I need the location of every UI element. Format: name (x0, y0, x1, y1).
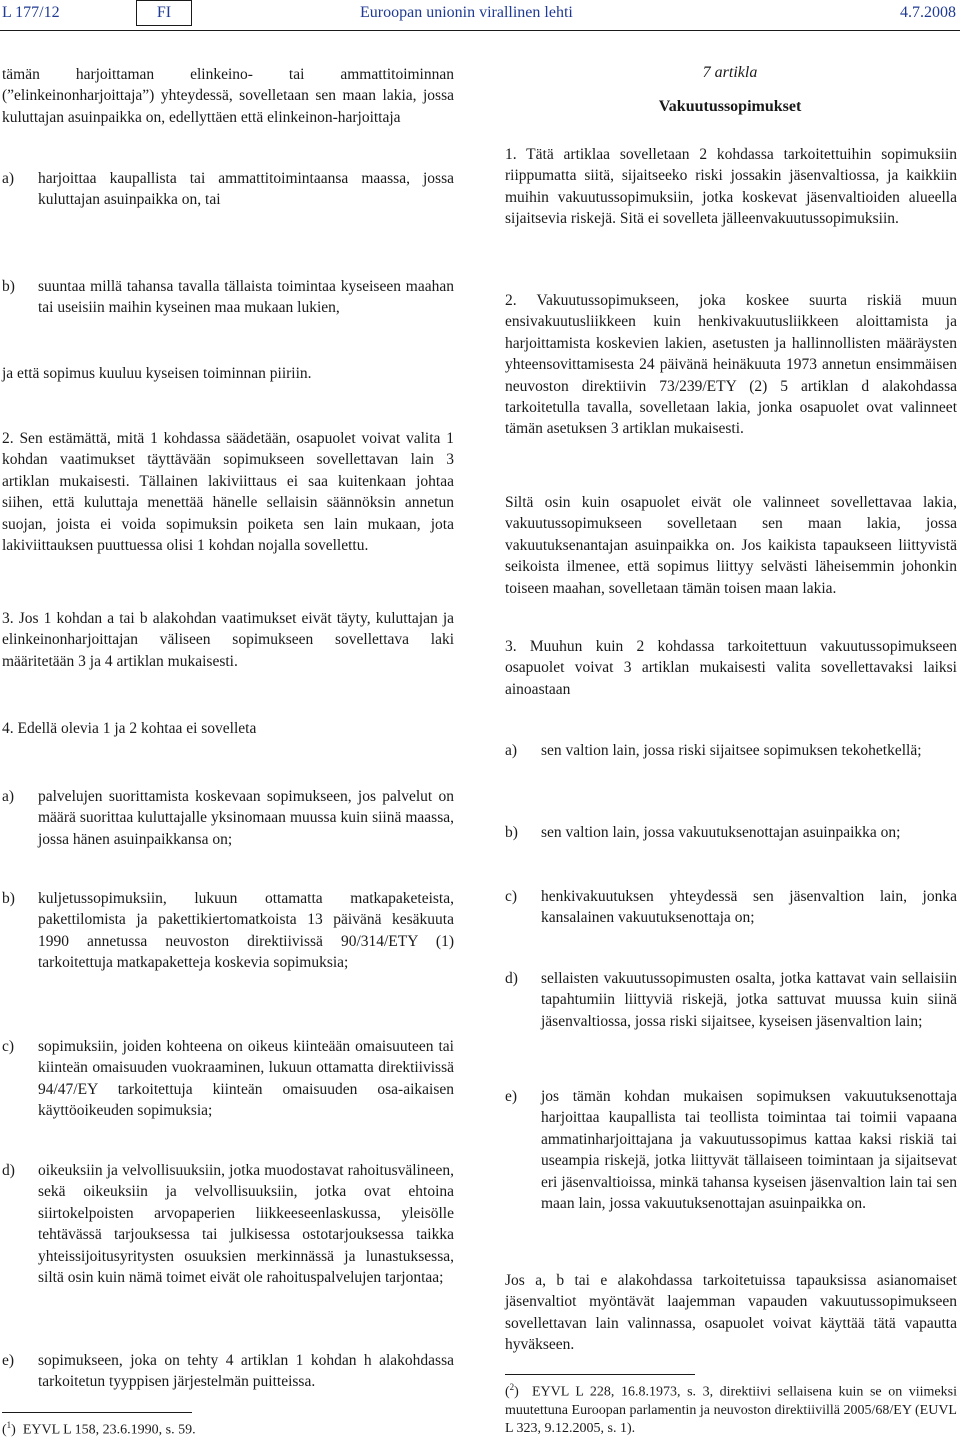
header-rule (0, 30, 960, 31)
article-number: 7 artikla (702, 64, 758, 81)
right-paragraph-3: 3. Muuhun kuin 2 kohdassa tarkoitettuun vakuutussopimukseen osapuolet voivat 3 artiklan mukaisesti valita sovellettavaksi laiksi ainoastaan (505, 638, 957, 698)
left-list-c-label: c) (2, 1038, 15, 1055)
right-list-a-label: a) (505, 742, 518, 759)
left-list-b-label: b) (2, 890, 15, 907)
right-list-c-text: henkivakuutuksen yhteydessä sen jäsenvaltion lain, jonka kansalainen vakuutuksenottaja on; (541, 888, 957, 927)
left-list-b-text: kuljetussopimuksiin, lukuun ottamatta matkapaketeista, pakettilomista ja pakettikiertomatkoista 13 päivänä kesäkuuta 1990 annetussa neuvoston direktiivissä 90/314/ETY (1) tarkoitettuja matkapaketteja koskevia sopimuksia; (38, 890, 454, 972)
left-paragraph-3: 3. Jos 1 kohdan a tai b alakohdan vaatimukset eivät täyty, kuluttajan ja elinkeinonharjoittajan väliseen sopimukseen sovellettava laki määritetään 3 ja 4 artiklan mukaisesti. (2, 610, 454, 670)
right-list-b-text: sen valtion lain, jossa vakuutuksenottajan asuinpaikka on; (541, 824, 901, 841)
left-footnote: ($^1$) EYVL L 158, 23.6.1990, s. 59. (2, 1420, 196, 1438)
left-list-c-text: sopimuksiin, joiden kohteena on oikeus kiinteään omaisuuteen tai kiinteän omaisuuden vuokraaminen, lukuun ottamatta direktiivissä 94/47/EY tarkoitettuja kiinteän omaisuuden osa-aikaisen käyttöoikeuden sopimuksia; (38, 1038, 454, 1120)
left-list-a-text: palvelujen suorittamista koskevaan sopimukseen, jos palvelut on määrä suorittaa kuluttajalle yksinomaan muussa kuin siinä maassa, jossa hänen asuinpaikkansa on; (38, 788, 454, 848)
left-item-b-text: suuntaa millä tahansa tavalla tällaista toimintaa kyseiseen maahan tai useisiin maihin kyseinen maa mukaan lukien, (38, 278, 454, 317)
language-code: FI (136, 0, 192, 26)
right-list-c-label: c) (505, 888, 518, 905)
left-item-b-label: b) (2, 278, 15, 295)
right-list-a-text: sen valtion lain, jossa riski sijaitsee sopimuksen tekohetkellä; (541, 742, 922, 759)
journal-title: Euroopan unionin virallinen lehti (360, 4, 573, 21)
right-list-e-label: e) (505, 1088, 518, 1105)
right-list-e-text: jos tämän kohdan mukaisen sopimuksen vakuutuksenottaja harjoittaa kaupallista tai teollista toimintaa tai toimii vapaana ammatinharjoittajana ja vakuutussopimus kattaa kaksi riskiä tai useampia riskejä, jotka liittyvät tällaiseen toimintaan ja sijaitsevat eri jäsenvaltioissa, minkä tahansa kyseisen jäsenvaltion lain tai sen maan lain, jossa vakuutuksenottajan asuinpaikka on. (541, 1088, 957, 1213)
publication-date: 4.7.2008 (900, 4, 956, 21)
left-closing-line: ja että sopimus kuuluu kyseisen toiminnan piiriin. (2, 365, 312, 382)
page-header (0, 0, 960, 28)
left-list-e-label: e) (2, 1352, 15, 1369)
page-reference: L 177/12 (2, 4, 60, 21)
footnote-text: EYVL L 158, 23.6.1990, s. 59. (22, 1422, 196, 1438)
footnote-marker: 1 (6, 1420, 12, 1430)
right-list-d-text: sellaisten vakuutussopimusten osalta, jotka kattavat vain sellaisiin tapahtumiin liittyviä riskejä, jotka sattuvat muussa kuin siinä jäsenvaltiossa, jossa riski sijaitsee, kyseisen jäsenvaltion lain; (541, 970, 957, 1030)
left-item-a-label: a) (2, 170, 15, 187)
left-footnote-rule (2, 1412, 192, 1413)
right-paragraph-2: 2. Vakuutussopimukseen, joka koskee suurta riskiä muun ensivakuutusliikkeen kuin henkivakuutusliikkeen aloittamista ja harjoittamista koskevien lakien, asetusten ja hallinnollisten määräysten yhteensovittamisesta 24 päivänä heinäkuuta 1973 annetun ensimmäisen neuvoston direktiivin 73/239/ETY (2) 5 artiklan d alakohdassa tarkoitetulla tavalla, sovelletaan lakia, jonka osapuolet ovat valinneet tämän asetuksen 3 artiklan mukaisesti. (505, 292, 957, 438)
left-paragraph-2: 2. Sen estämättä, mitä 1 kohdassa säädetään, osapuolet voivat valita 1 kohdan vaatimukset täyttävään sopimukseen sovellettavan lain 3 artiklan mukaisesti. Tällainen lakiviittaus ei saa kuitenkaan johtaa siihen, että kuluttaja menettää hänelle sellaisin säännöksin annetun suojan, joista ei voida sopimuksin poiketa sen lain mukaan, jota lakiviittauksen puuttuessa olisi 1 kohdan nojalla sovellettu. (2, 430, 454, 555)
right-list-b-label: b) (505, 824, 518, 841)
right-closing-paragraph: Jos a, b tai e alakohdassa tarkoitetuissa tapauksissa asianomaiset jäsenvaltiot myöntävät laajemman vapauden vakuutussopimukseen sovellettavan lain valinnassa, osapuolet voivat käyttää tätä vapautta hyväkseen. (505, 1272, 957, 1354)
footnote-text: EYVL L 228, 16.8.1973, s. 3, direktiivi sellaisena kuin se on viimeksi muutettuna Euroopan parlamentin ja neuvoston direktiivillä 2005/68/EY (EUVL L 323, 9.12.2005, s. 1). (505, 1384, 957, 1436)
left-intro-paragraph: tämän harjoittaman elinkeino- tai ammattitoiminnan (”elinkeinonharjoittaja”) yhteydessä, sovelletaan sen maan lakia, jossa kuluttajan asuinpaikka on, edellyttäen että elinkeinon-harjoittaja (2, 66, 454, 126)
right-paragraph-2b: Siltä osin kuin osapuolet eivät ole valinneet sovellettavaa lakia, vakuutussopimukseen sovelletaan sen maan lakia, jossa vakuutuksenantajan asuinpaikka on. Jos kaikista tapaukseen liittyvistä seikoista ilmenee, että sopimus liittyy selvästi läheisemmin johonkin toiseen maahan, sovelletaan tämän toisen maan lakia. (505, 494, 957, 597)
right-footnote: ($^2$) EYVL L 228, 16.8.1973, s. 3, direktiivi sellaisena kuin se on viimeksi muutettuna Euroopan parlamentin ja neuvoston direktiivillä 2005/68/EY (EUVL L 323, 9.12.2005, s. 1). (505, 1382, 957, 1436)
article-heading: Vakuutussopimukset (658, 98, 802, 115)
left-list-e-text: sopimukseen, joka on tehty 4 artiklan 1 kohdan h alakohdassa tarkoitetun tyyppisen järjestelmän puitteissa. (38, 1352, 454, 1391)
right-list-d-label: d) (505, 970, 518, 987)
left-paragraph-4: 4. Edellä olevia 1 ja 2 kohtaa ei sovelleta (2, 720, 257, 737)
left-list-d-label: d) (2, 1162, 15, 1179)
left-list-a-label: a) (2, 788, 15, 805)
left-item-a-text: harjoittaa kaupallista tai ammattitoimintaansa maassa, jossa kuluttajan asuinpaikka on, tai (38, 170, 454, 209)
footnote-marker: 2 (509, 1382, 515, 1392)
right-footnote-rule (505, 1374, 695, 1375)
right-paragraph-1: 1. Tätä artiklaa sovelletaan 2 kohdassa tarkoitettuihin sopimuksiin riippumatta siitä, sijaitseeko riski jossakin jäsenvaltiossa, ja kaikkiin muihin vakuutussopimuksiin, jotka koskevat jäsenvaltioiden alueella sijaitsevia riskejä. Sitä ei sovelleta jälleenvakuutussopimuksiin. (505, 146, 957, 228)
left-list-d-text: oikeuksiin ja velvollisuuksiin, jotka muodostavat rahoitusvälineen, sekä oikeuksiin ja velvollisuuksiin, jotka ovat ehtoina siirtokelpoisten arvopaperien liikkeeseenlaskussa, yleisölle tehtävässä tarjouksessa tai julkisessa ostotarjouksessa taikka yhteissijoitusyritysten osuuksien merkinnässä ja lunastuksessa, siltä osin kuin nämä toimet eivät ole rahoituspalvelujen tarjontaa; (38, 1162, 454, 1287)
